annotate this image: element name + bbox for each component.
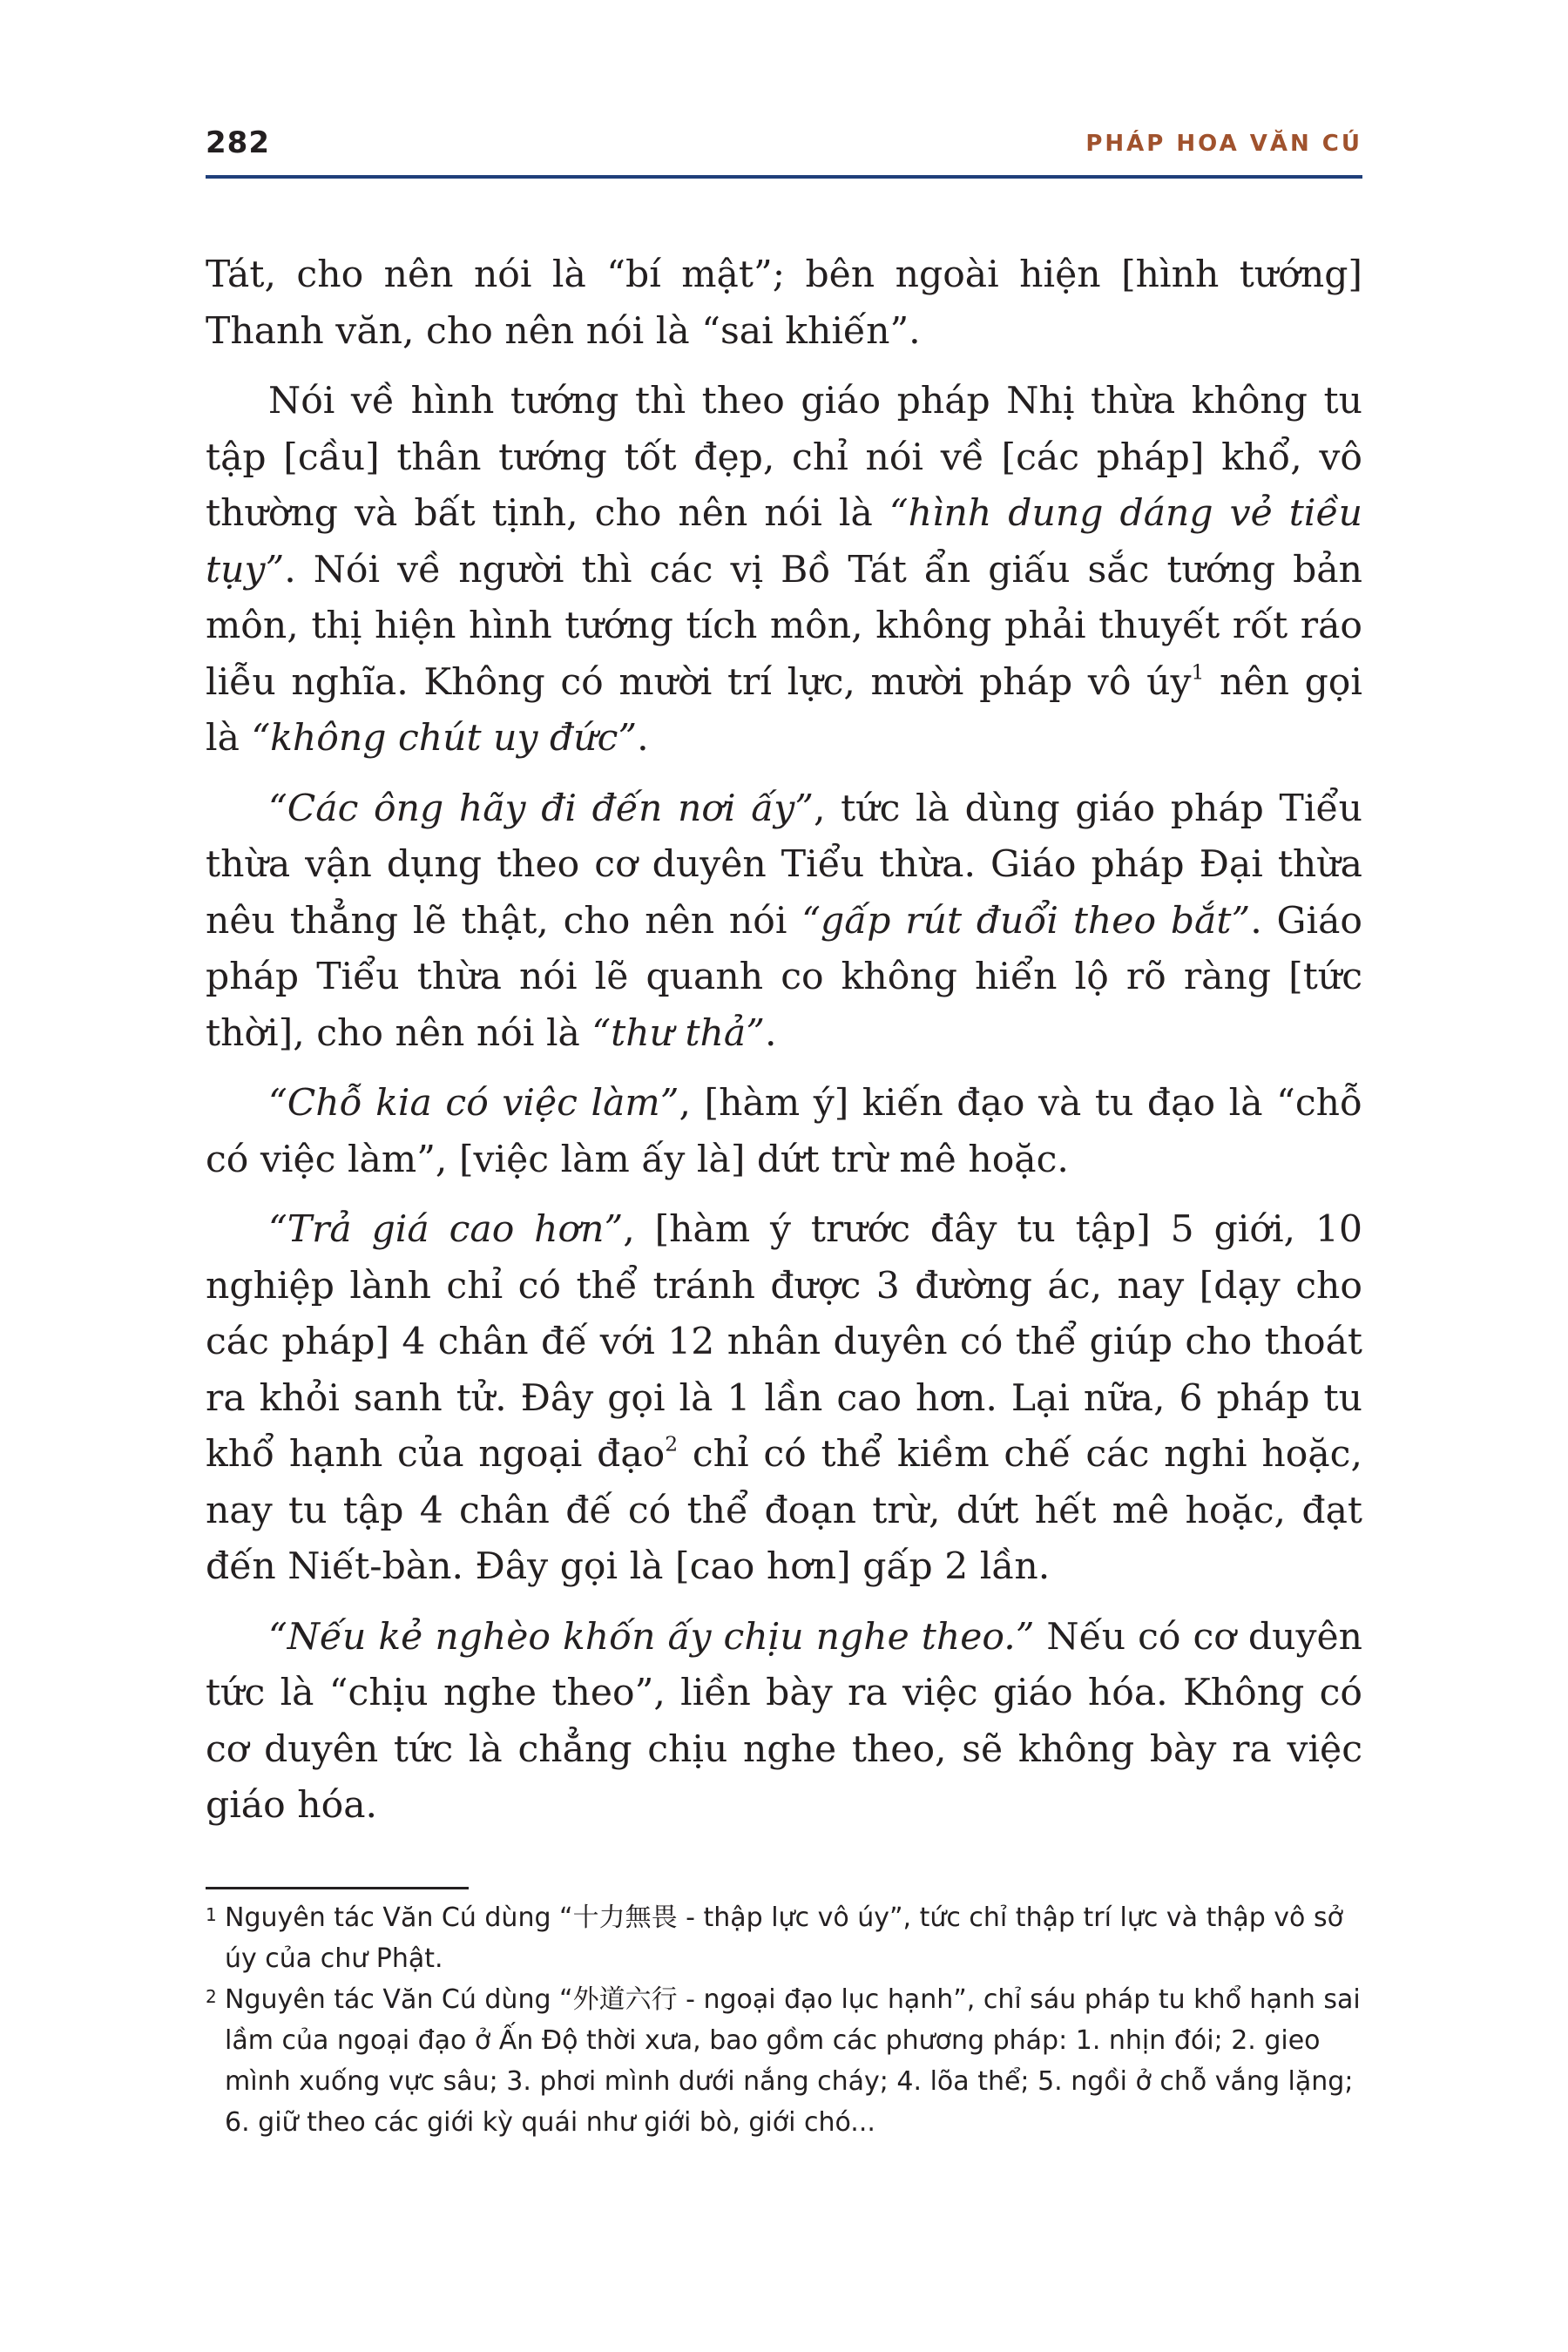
paragraph-6: “Nếu kẻ nghèo khốn ấy chịu nghe theo.” Nếu có cơ duyên tức là “chịu nghe theo”, liền bày ra việc giáo hóa. Không có cơ duyên tức là chẳng chịu nghe theo, sẽ không bày ra việc giáo hóa.: [206, 1615, 1362, 1827]
footnote-ref-2: 2: [665, 1431, 679, 1456]
paragraph-3: “Các ông hãy đi đến nơi ấy”, tức là dùng giáo pháp Tiểu thừa vận dụng theo cơ duyên Tiểu thừa. Giáo pháp Đại thừa nêu thẳng lẽ thật, cho nên nói “gấp rút đuổi theo bắt”. Giáo pháp Tiểu thừa nói lẽ quanh co không hiển lộ rõ ràng [tức thời], cho nên nói là “thư thả”.: [206, 787, 1362, 1055]
main-text: [206, 247, 1362, 1835]
running-title: PHÁP HOA VĂN CÚ: [1085, 131, 1362, 157]
paragraph-2: Nói về hình tướng thì theo giáo pháp Nhị thừa không tu tập [cầu] thân tướng tốt đẹp, chỉ nói về [các pháp] khổ, vô thường và bất tịnh, cho nên nói là “hình dung dáng vẻ tiều tụy”. Nói về người thì các vị Bồ Tát ẩn giấu sắc tướng bản môn, thị hiện hình tướng tích môn, không phải thuyết rốt ráo liễu nghĩa. Không có mười trí lực, mười pháp vô $úy^1$ nên gọi là “không chút uy đức”.: [206, 380, 1362, 760]
footnote-2: [206, 1979, 1362, 2143]
footnote-rule: [206, 1887, 469, 1889]
footnote-text: Nguyên tác Văn Cú dùng “外道六行 - ngoại đạo lục hạnh”, chỉ sáu pháp tu khổ hạnh sai lầm của ngoại đạo ở Ấn Độ thời xưa, bao gồm các phương pháp: 1. nhịn đói; 2. gieo mình xuống vực sâu; 3. phơi mình dưới nắng cháy; 4. lõa thể; 5. ngồi ở chỗ vắng lặng; 6. giữ theo các giới kỳ quái như giới bò, giới chó...: [225, 1984, 1361, 2138]
paragraph-4: “Chỗ kia có việc làm”, [hàm ý] kiến đạo và tu đạo là “chỗ có việc làm”, [việc làm ấy là] dứt trừ mê hoặc.: [206, 1082, 1362, 1181]
paragraph-1: Tát, cho nên nói là “bí mật”; bên ngoài hiện [hình tướng] Thanh văn, cho nên nói là “sai khiến”.: [206, 253, 1362, 353]
footnote-1: [206, 1897, 1362, 1979]
footnote-ref-1: 1: [1191, 659, 1205, 684]
footnote-mark: 2: [206, 1986, 217, 2007]
paragraph-5: “Trả giá cao hơn”, [hàm ý trước đây tu tập] 5 giới, 10 nghiệp lành chỉ có thể tránh được 3 đường ác, nay [dạy cho các pháp] 4 chân đế với 12 nhân duyên có thể giúp cho thoát ra khỏi sanh tử. Đây gọi là 1 lần cao hơn. Lại nữa, 6 pháp tu khổ hạnh của ngoại đạo$^2$ chỉ có thể kiềm chế các nghi hoặc, nay tu tập 4 chân đế có thể đoạn trừ, dứt hết mê hoặc, đạt đến Niết-bàn. Đây gọi là [cao hơn] gấp 2 lần.: [206, 1208, 1362, 1588]
page-header: [206, 122, 1362, 176]
footnote-text: Nguyên tác Văn Cú dùng “十力無畏 - thập lực vô úy”, tức chỉ thập trí lực và thập vô sở úy của chư Phật.: [225, 1903, 1343, 1974]
header-rule: [206, 175, 1362, 179]
footnotes: [206, 1897, 1362, 2143]
page-number: 282: [206, 125, 270, 160]
footnote-mark: 1: [206, 1904, 217, 1925]
